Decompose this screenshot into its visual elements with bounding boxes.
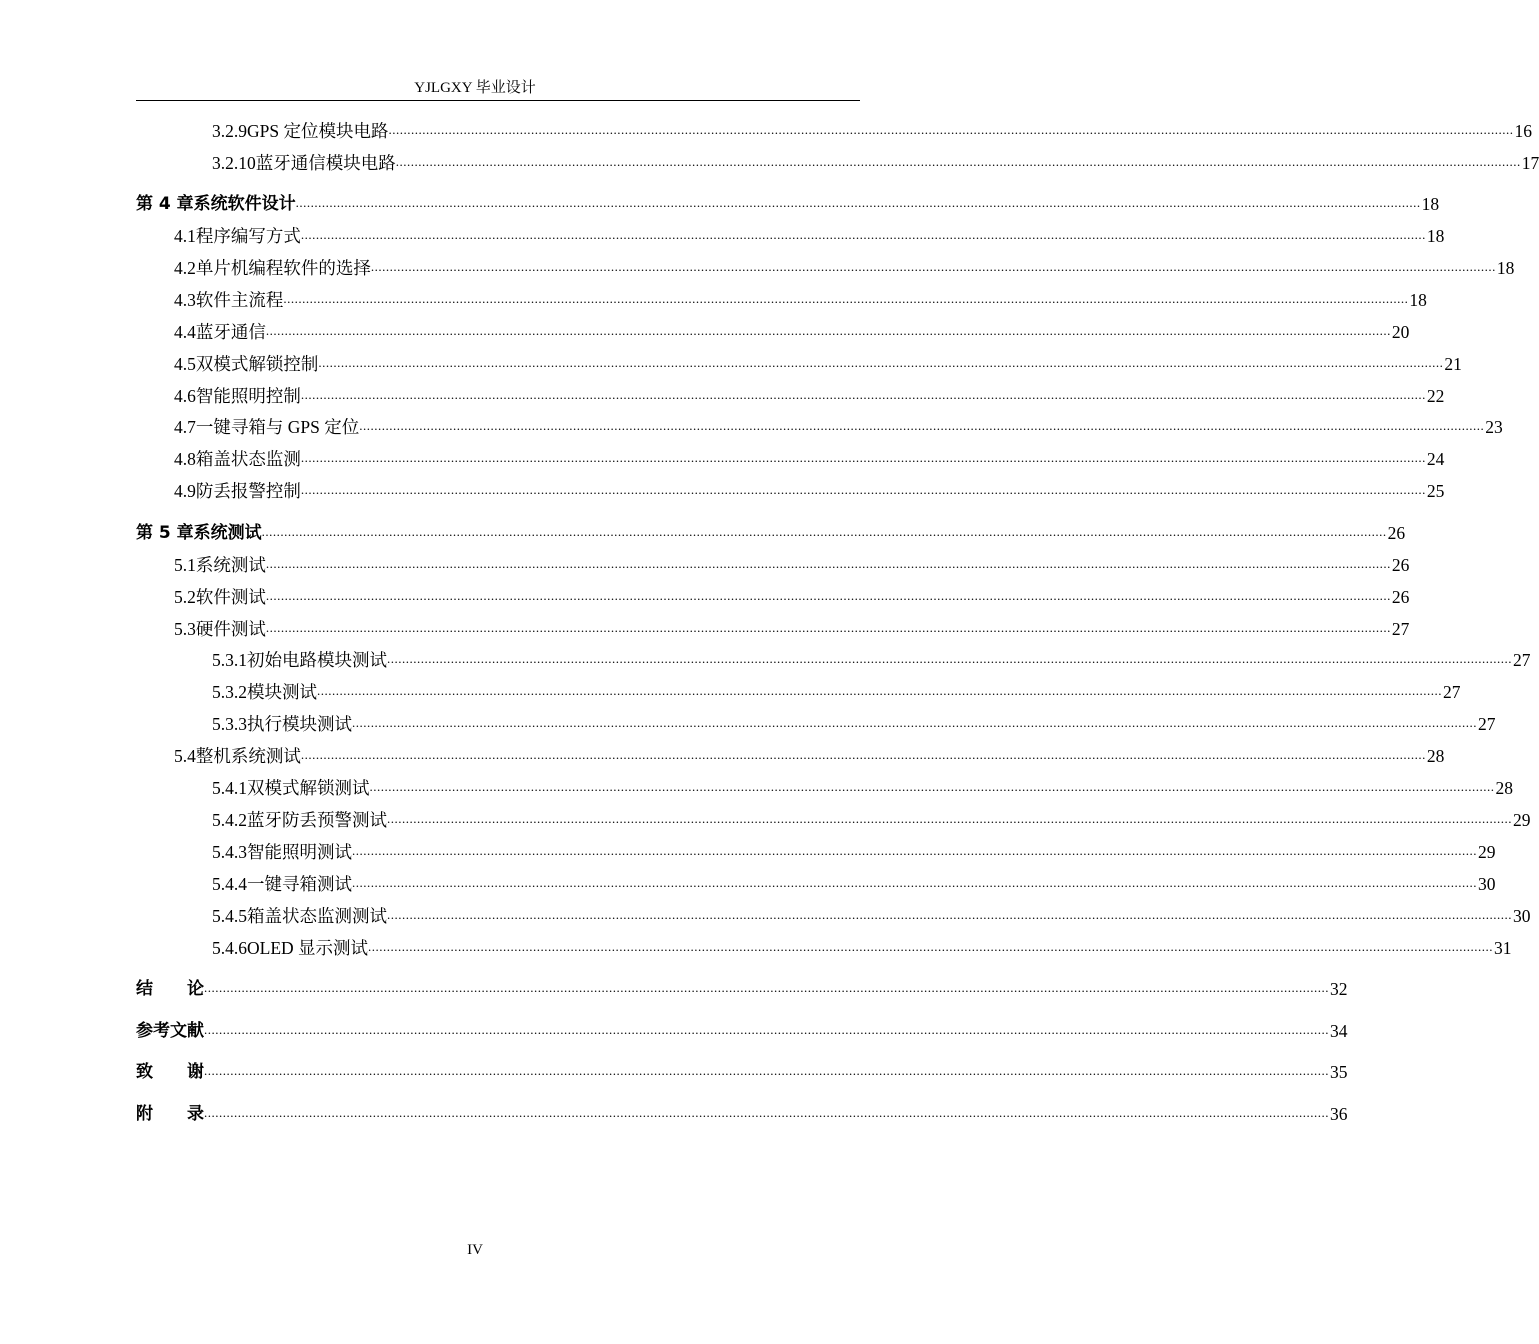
dot-leader: ............................................................................................................................................................................................................................................................................................................ bbox=[318, 355, 1444, 370]
dot-leader: ............................................................................................................................................................................................................................................................................................................ bbox=[295, 195, 1421, 210]
toc-entry-number: 4.6 bbox=[174, 386, 196, 406]
toc-entry-title: 系统测试 bbox=[193, 523, 262, 543]
toc-entry bbox=[0, 871, 1496, 895]
toc-entry-page: 34 bbox=[1330, 1021, 1348, 1041]
dot-leader: ............................................................................................................................................................................................................................................................................................................ bbox=[283, 291, 1409, 306]
toc-entry bbox=[0, 223, 1445, 247]
toc-entry-page: 27 bbox=[1391, 619, 1410, 639]
toc-entry bbox=[0, 743, 1445, 767]
toc-entry-page: 27 bbox=[1513, 650, 1531, 670]
toc-entry-title: 智能照明测试 bbox=[247, 842, 352, 862]
toc-entry bbox=[0, 118, 1532, 142]
page-number: IV bbox=[467, 1242, 483, 1258]
dot-leader: ............................................................................................................................................................................................................................................................................................................ bbox=[352, 875, 1477, 890]
toc-entry bbox=[0, 903, 1531, 927]
toc-entry-title: 硬件测试 bbox=[195, 619, 266, 639]
toc-entry-title: 执行模块测试 bbox=[247, 714, 352, 734]
dot-leader: ............................................................................................................................................................................................................................................................................................................ bbox=[265, 620, 1391, 635]
toc-entry-number: 5.3.3 bbox=[212, 714, 247, 734]
toc-entry-page: 30 bbox=[1513, 906, 1531, 926]
toc-entry-page: 26 bbox=[1391, 587, 1410, 607]
toc-entry-title: 软件主流程 bbox=[195, 290, 284, 310]
toc-entry-title: 箱盖状态监测 bbox=[195, 449, 301, 469]
dot-leader: ............................................................................................................................................................................................................................................................................................................ bbox=[204, 980, 1329, 995]
dot-leader: ............................................................................................................................................................................................................................................................................................................ bbox=[300, 227, 1426, 242]
toc-entry-title: GPS 定位模块电路 bbox=[247, 121, 389, 141]
toc-entry bbox=[0, 319, 1410, 343]
toc-entry bbox=[0, 839, 1496, 863]
dot-leader: ............................................................................................................................................................................................................................................................................................................ bbox=[368, 939, 1494, 954]
toc-entry-number: 5.4 bbox=[174, 746, 196, 766]
toc-entry-title: 蓝牙防丢预警测试 bbox=[247, 810, 387, 830]
toc-entry-page: 26 bbox=[1391, 555, 1410, 575]
dot-leader: ............................................................................................................................................................................................................................................................................................................ bbox=[387, 811, 1512, 826]
toc-entry-title: 一键寻箱与 GPS 定位 bbox=[195, 417, 360, 437]
dot-leader: ............................................................................................................................................................................................................................................................................................................ bbox=[352, 715, 1477, 730]
toc-entry bbox=[0, 807, 1531, 831]
toc-entry bbox=[0, 351, 1462, 375]
toc-entry bbox=[0, 976, 1348, 1000]
toc-entry-number: 5.3.1 bbox=[212, 650, 247, 670]
toc-entry-title: 软件测试 bbox=[195, 587, 266, 607]
toc-entry-page: 18 bbox=[1496, 258, 1515, 278]
toc-entry-title: 防丢报警控制 bbox=[195, 481, 301, 501]
toc-entry bbox=[0, 935, 1512, 959]
toc-entry-page: 35 bbox=[1330, 1062, 1348, 1082]
dot-leader: ............................................................................................................................................................................................................................................................................................................ bbox=[369, 779, 1495, 794]
toc-entry-page: 16 bbox=[1514, 121, 1532, 141]
toc-entry-title: 单片机编程软件的选择 bbox=[195, 258, 371, 278]
toc-entry-title: 箱盖状态监测测试 bbox=[247, 906, 387, 926]
dot-leader: ............................................................................................................................................................................................................................................................................................................ bbox=[261, 524, 1387, 539]
toc-entry bbox=[0, 1101, 1348, 1125]
toc-entry-page: 22 bbox=[1426, 386, 1445, 406]
toc-entry-title: 程序编写方式 bbox=[195, 226, 301, 246]
toc-entry bbox=[0, 616, 1410, 640]
dot-leader: ............................................................................................................................................................................................................................................................................................................ bbox=[300, 387, 1426, 402]
dot-leader: ............................................................................................................................................................................................................................................................................................................ bbox=[204, 1105, 1329, 1120]
toc-entry-title: 参考文献 bbox=[136, 1021, 204, 1041]
dot-leader: ............................................................................................................................................................................................................................................................................................................ bbox=[300, 482, 1426, 497]
toc-entry-title: 致 谢 bbox=[136, 1062, 204, 1082]
toc-entry-number: 4.7 bbox=[174, 417, 196, 437]
dot-leader: ............................................................................................................................................................................................................................................................................................................ bbox=[352, 843, 1477, 858]
toc-entry-number: 5.4.1 bbox=[212, 778, 247, 798]
toc-entry-page: 18 bbox=[1426, 226, 1445, 246]
dot-leader: ............................................................................................................................................................................................................................................................................................................ bbox=[265, 556, 1391, 571]
dot-leader: ............................................................................................................................................................................................................................................................................................................ bbox=[359, 418, 1485, 433]
header-rule bbox=[136, 100, 860, 101]
toc-entry-page: 18 bbox=[1409, 290, 1427, 310]
toc-entry-number: 4.2 bbox=[174, 258, 196, 278]
toc-entry-page: 32 bbox=[1330, 979, 1348, 999]
toc-entry bbox=[0, 775, 1513, 799]
toc-entry-title: 系统测试 bbox=[195, 555, 266, 575]
toc-entry-number: 5.4.5 bbox=[212, 906, 247, 926]
toc-entry bbox=[0, 1018, 1348, 1042]
toc-entry-number: 4.8 bbox=[174, 449, 196, 469]
toc-entry-title: 双模式解锁测试 bbox=[247, 778, 370, 798]
toc-entry-page: 29 bbox=[1513, 810, 1531, 830]
toc-entry-number: 4.9 bbox=[174, 481, 196, 501]
toc-entry-number: 4.1 bbox=[174, 226, 196, 246]
toc-entry bbox=[0, 414, 1503, 438]
toc-entry-number: 5.1 bbox=[174, 555, 196, 575]
dot-leader: ............................................................................................................................................................................................................................................................................................................ bbox=[317, 683, 1442, 698]
toc-entry bbox=[0, 287, 1427, 311]
toc-entry-page: 21 bbox=[1444, 354, 1462, 374]
toc-entry-page: 25 bbox=[1426, 481, 1445, 501]
toc-entry bbox=[0, 478, 1445, 502]
toc-entry-number: 5.4.6 bbox=[212, 938, 247, 958]
dot-leader: ............................................................................................................................................................................................................................................................................................................ bbox=[370, 259, 1496, 274]
toc-entry-number: 5.2 bbox=[174, 587, 196, 607]
toc-entry bbox=[0, 647, 1531, 671]
toc-entry-title: 整机系统测试 bbox=[195, 746, 301, 766]
toc-entry bbox=[0, 679, 1461, 703]
dot-leader: ............................................................................................................................................................................................................................................................................................................ bbox=[204, 1022, 1329, 1037]
toc-entry-page: 18 bbox=[1421, 194, 1440, 214]
toc-entry-title: 智能照明控制 bbox=[195, 386, 301, 406]
toc-entry-number: 5.3 bbox=[174, 619, 196, 639]
toc-entry-page: 36 bbox=[1330, 1104, 1348, 1124]
dot-leader: ............................................................................................................................................................................................................................................................................................................ bbox=[388, 122, 1514, 137]
toc-entry-number: 4.3 bbox=[174, 290, 196, 310]
toc-entry bbox=[0, 711, 1496, 735]
toc-entry-page: 31 bbox=[1494, 938, 1512, 958]
toc-entry-page: 30 bbox=[1478, 874, 1496, 894]
dot-leader: ............................................................................................................................................................................................................................................................................................................ bbox=[265, 323, 1391, 338]
toc-entry-title: 双模式解锁控制 bbox=[195, 354, 319, 374]
toc-entry bbox=[0, 552, 1410, 576]
toc-entry bbox=[0, 1059, 1348, 1083]
toc-entry-title: 系统软件设计 bbox=[193, 194, 296, 214]
dot-leader: ............................................................................................................................................................................................................................................................................................................ bbox=[395, 154, 1521, 169]
toc-entry-title: 结 论 bbox=[136, 979, 204, 999]
toc-entry-page: 23 bbox=[1485, 417, 1503, 437]
toc-entry-number: 3.2.9 bbox=[212, 121, 247, 141]
toc-entry-page: 28 bbox=[1426, 746, 1445, 766]
toc-entry bbox=[0, 191, 1440, 215]
toc-entry-title: 模块测试 bbox=[247, 682, 317, 702]
toc-entry-title: 蓝牙通信模块电路 bbox=[255, 153, 396, 173]
toc-entry-number: 5.4.2 bbox=[212, 810, 247, 830]
toc-entry-number: 4.5 bbox=[174, 354, 196, 374]
toc-entry-page: 29 bbox=[1478, 842, 1496, 862]
running-header: YJLGXY 毕业设计 bbox=[414, 80, 536, 96]
toc-entry-page: 27 bbox=[1478, 714, 1496, 734]
dot-leader: ............................................................................................................................................................................................................................................................................................................ bbox=[204, 1063, 1329, 1078]
toc-entry bbox=[0, 383, 1445, 407]
toc-entry-page: 27 bbox=[1443, 682, 1461, 702]
toc-entry bbox=[0, 255, 1515, 279]
toc-entry-title: 初始电路模块测试 bbox=[247, 650, 387, 670]
toc-entry-title: 一键寻箱测试 bbox=[247, 874, 352, 894]
toc-entry-number: 5.4.4 bbox=[212, 874, 247, 894]
dot-leader: ............................................................................................................................................................................................................................................................................................................ bbox=[300, 450, 1426, 465]
toc-entry bbox=[0, 446, 1445, 470]
toc-entry bbox=[0, 584, 1410, 608]
toc-entry-title: OLED 显示测试 bbox=[247, 938, 369, 958]
toc-entry bbox=[0, 150, 1539, 174]
toc-entry-number: 5.4.3 bbox=[212, 842, 247, 862]
toc-entry-title: 附 录 bbox=[136, 1104, 204, 1124]
toc-entry-page: 28 bbox=[1495, 778, 1513, 798]
dot-leader: ............................................................................................................................................................................................................................................................................................................ bbox=[387, 907, 1512, 922]
toc-entry-page: 20 bbox=[1391, 322, 1410, 342]
toc-entry bbox=[0, 520, 1406, 544]
toc-entry-page: 26 bbox=[1387, 523, 1406, 543]
toc-entry-title: 蓝牙通信 bbox=[195, 322, 266, 342]
toc-entry-page: 24 bbox=[1426, 449, 1445, 469]
dot-leader: ............................................................................................................................................................................................................................................................................................................ bbox=[300, 747, 1426, 762]
dot-leader: ............................................................................................................................................................................................................................................................................................................ bbox=[387, 651, 1512, 666]
toc-entry-number: 3.2.10 bbox=[212, 153, 256, 173]
toc-entry-number: 第 4 章 bbox=[136, 194, 194, 214]
dot-leader: ............................................................................................................................................................................................................................................................................................................ bbox=[265, 588, 1391, 603]
toc-entry-number: 4.4 bbox=[174, 322, 196, 342]
toc-entry-page: 17 bbox=[1521, 153, 1539, 173]
toc-entry-number: 第 5 章 bbox=[136, 523, 194, 543]
toc-entry-number: 5.3.2 bbox=[212, 682, 247, 702]
